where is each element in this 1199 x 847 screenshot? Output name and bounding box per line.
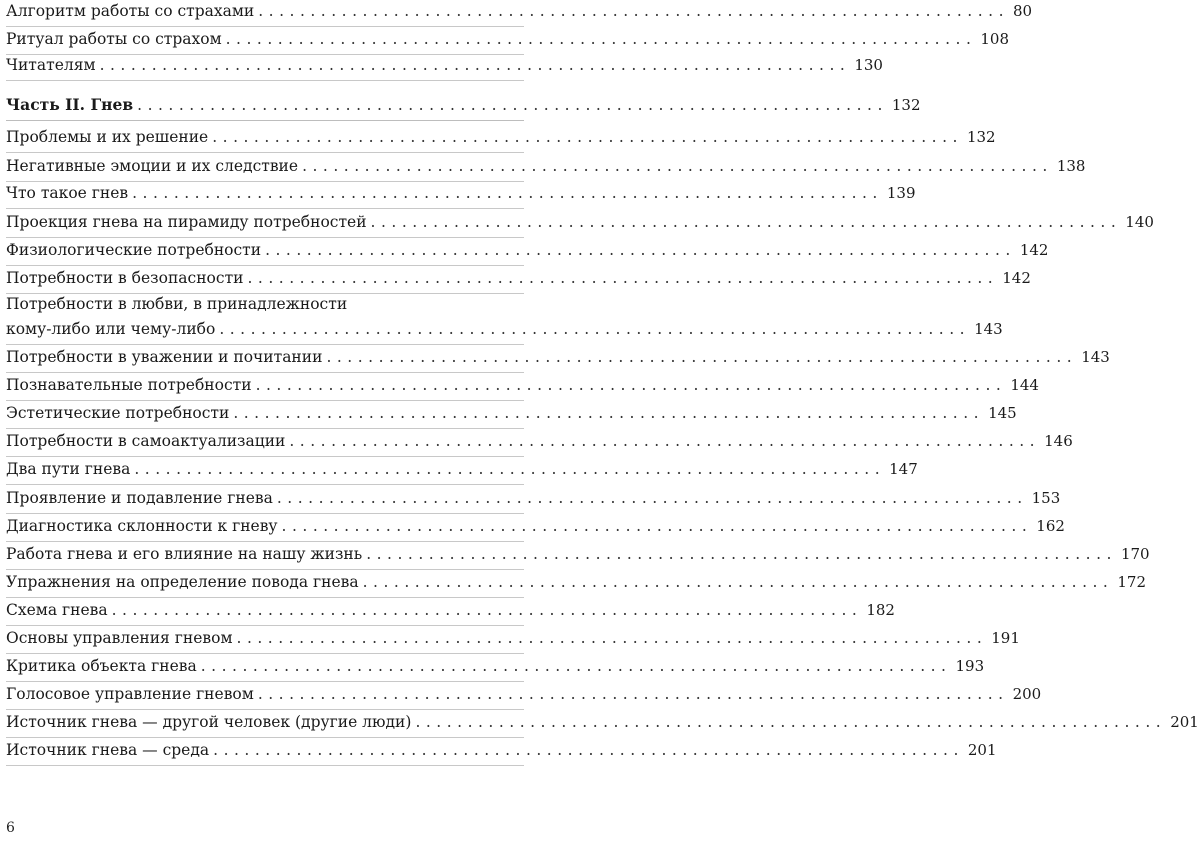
toc-entry-title: Физиологические потребности — [6, 241, 262, 259]
toc-entry — [6, 653, 985, 682]
leader-dots: ........................................................................ — [219, 320, 971, 338]
toc-entry-page: 132 — [966, 128, 996, 146]
toc-entry-page: 182 — [866, 601, 895, 619]
leader-dots: ........................................................................ — [281, 517, 1033, 535]
toc-entry-title: Потребности в безопасности — [6, 269, 244, 287]
toc-entry-title: Голосовое управление гневом — [6, 685, 254, 703]
leader-dots: ........................................................................ — [212, 128, 963, 146]
leader-dots: ........................................................................ — [289, 432, 1041, 450]
leader-dots: ........................................................................ — [99, 56, 851, 74]
toc-entry — [6, 26, 1010, 55]
toc-entry-title: Основы управления гневом — [6, 629, 233, 647]
toc-entry-page: 201 — [967, 741, 997, 759]
toc-entry-title: Что такое гнев — [6, 184, 129, 202]
toc-entry-title: Источник гнева — среда — [6, 741, 210, 759]
toc-entry-page: 170 — [1120, 545, 1150, 563]
toc-entry-page: 153 — [1031, 489, 1061, 507]
toc-entry-title: Схема гнева — [6, 601, 108, 619]
toc-entry-title: кому-либо или чему-либо — [6, 320, 216, 338]
toc-entry — [6, 120, 996, 153]
toc-entry-page: 201 — [1170, 713, 1199, 731]
toc-entry-page: 193 — [955, 657, 985, 675]
leader-dots: ........................................................................ — [302, 157, 1053, 175]
leader-dots: ........................................................................ — [134, 460, 886, 478]
toc-entry-title: Эстетические потребности — [6, 404, 230, 422]
toc-entry — [6, 484, 1061, 514]
toc-entry-page: 80 — [1013, 2, 1033, 20]
toc-entry-title: Источник гнева — другой человек (другие люди) — [6, 713, 412, 731]
page-number: 6 — [6, 820, 15, 836]
toc-entry-title: Читателям — [6, 56, 96, 74]
leader-dots: ........................................................................ — [257, 685, 1009, 703]
toc-entry — [6, 208, 1154, 238]
toc-entry-title: Критика объекта гнева — [6, 657, 197, 675]
toc-entry-page: 138 — [1056, 157, 1086, 175]
toc-entry-page: 108 — [980, 30, 1010, 48]
toc-entry-title: Негативные эмоции и их следствие — [6, 157, 299, 175]
toc-entry — [6, 344, 1110, 373]
toc-entry-title: Диагностика склонности к гневу — [6, 517, 278, 535]
toc-entry-title: Ритуал работы со страхом — [6, 30, 222, 48]
toc-entry — [6, 428, 1073, 457]
toc-entry-page: 143 — [974, 320, 1003, 338]
toc-entry-title: Два пути гнева — [6, 460, 131, 478]
leader-dots: ........................................................................ — [265, 241, 1016, 259]
toc-entry — [6, 372, 1039, 401]
toc-entry — [6, 54, 883, 81]
toc-entry — [6, 541, 1150, 570]
toc-entry — [6, 513, 1065, 542]
toc-entry-page: 143 — [1081, 348, 1110, 366]
leader-dots: ........................................................................ — [362, 573, 1114, 591]
leader-dots: ........................................................................ — [213, 741, 964, 759]
toc-entry-page: 139 — [886, 184, 916, 202]
toc-entry-page: 144 — [1010, 376, 1039, 394]
toc-entry-page: 162 — [1036, 517, 1065, 535]
toc-entry — [6, 569, 1146, 598]
leader-dots: ........................................................................ — [258, 2, 1009, 20]
toc-entry-title: Проблемы и их решение — [6, 128, 209, 146]
toc-entry-title: Потребности в самоактуализации — [6, 432, 286, 450]
leader-dots: ........................................................................ — [233, 404, 985, 422]
toc-entry-page: 172 — [1117, 573, 1146, 591]
toc-entry — [6, 737, 997, 766]
leader-dots: ........................................................................ — [132, 184, 883, 202]
leader-dots: ........................................................................ — [225, 30, 977, 48]
toc-entry-page: 142 — [1002, 269, 1031, 287]
toc-entry — [6, 709, 1199, 738]
toc-entry-title: Работа гнева и его влияние на нашу жизнь — [6, 545, 363, 563]
toc-entry — [6, 625, 1020, 654]
toc-entry-title: Алгоритм работы со страхами — [6, 2, 255, 20]
toc-entry — [6, 265, 1031, 294]
toc-entry-page: 191 — [991, 629, 1020, 647]
toc-entry-page: 145 — [988, 404, 1017, 422]
leader-dots: ........................................................................ — [415, 713, 1167, 731]
toc-entry — [6, 597, 895, 626]
leader-dots: ........................................................................ — [326, 348, 1078, 366]
toc-entry-page: 130 — [854, 56, 883, 74]
toc-entry-title: Проекция гнева на пирамиду потребностей — [6, 213, 367, 231]
toc-entry — [6, 0, 1033, 27]
toc-entry-page: 132 — [891, 96, 921, 114]
toc-entry-page: 147 — [889, 460, 918, 478]
toc-entry-title: Проявление и подавление гнева — [6, 489, 273, 507]
leader-dots: ........................................................................ — [200, 657, 952, 675]
leader-dots: ........................................................................ — [236, 629, 988, 647]
toc-entry-page: 142 — [1019, 241, 1049, 259]
toc-entry-page: 140 — [1125, 213, 1154, 231]
toc-entry — [6, 181, 916, 209]
leader-dots: ........................................................................ — [366, 545, 1117, 563]
toc-entry — [6, 681, 1042, 710]
toc-entry — [6, 456, 918, 485]
toc-entry-title: Упражнения на определение повода гнева — [6, 573, 359, 591]
toc-entry-title-line1: Потребности в любви, в принадлежности — [6, 295, 348, 313]
leader-dots: ........................................................................ — [111, 601, 863, 619]
leader-dots: ........................................................................ — [255, 376, 1007, 394]
toc-entry — [6, 152, 1086, 182]
toc-entry-title: Познавательные потребности — [6, 376, 252, 394]
toc-entry — [6, 237, 1049, 266]
toc-entry-title: Часть II. Гнев — [6, 95, 134, 114]
leader-dots: ........................................................................ — [247, 269, 999, 287]
toc-entry-page: 146 — [1044, 432, 1073, 450]
leader-dots: ........................................................................ — [137, 96, 888, 114]
leader-dots: ........................................................................ — [276, 489, 1028, 507]
toc-entry — [6, 400, 1017, 429]
toc-entry — [6, 293, 1003, 345]
toc-entry-title: Потребности в уважении и почитании — [6, 348, 323, 366]
toc-entry-page: 200 — [1012, 685, 1042, 703]
leader-dots: ........................................................................ — [370, 213, 1122, 231]
toc-part-heading — [6, 80, 921, 121]
